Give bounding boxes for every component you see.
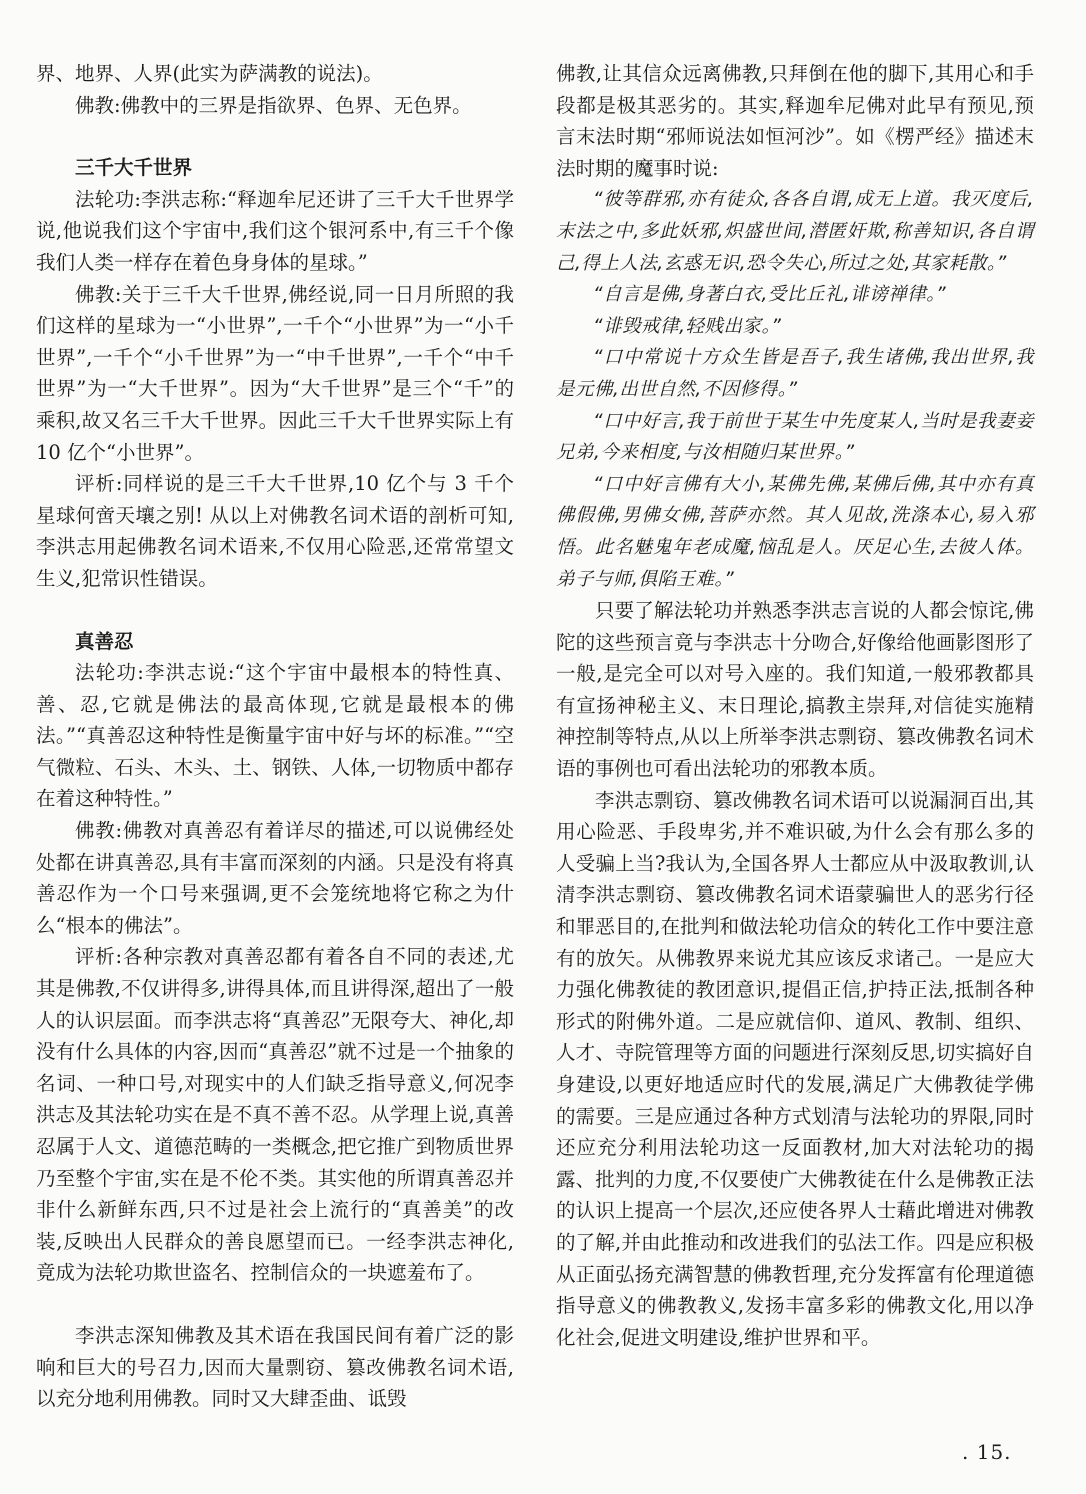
left-column <box>36 58 514 1415</box>
scripture-quote: “彼等群邪,亦有徒众,各各自谓,成无上道。我灭度后,末法之中,多此妖邪,炽盛世间,潜匿奸欺,称善知识,各自谓己,得上人法,玄惑无识,恐令失心,所过之处,其家耗散。” <box>556 189 1034 274</box>
paragraph: 界、地界、人界(此实为萨满教的说法)。 <box>36 62 383 85</box>
scripture-quote: “口中好言佛有大小,某佛先佛,某佛后佛,其中亦有真佛假佛,男佛女佛,菩萨亦然。其人见故,洗涤本心,易入邪悟。此名魅鬼年老成魔,恼乱是人。厌足心生,去彼人体。弟子与师,俱陷王难。” <box>556 473 1034 590</box>
section-heading-zhenshanren: 真善忍 <box>75 629 134 653</box>
scripture-quote: “诽毁戒律,轻贱出家。” <box>593 315 782 337</box>
paragraph: 只要了解法轮功并熟悉李洪志言说的人都会惊诧,佛陀的这些预言竟与李洪志十分吻合,好像给他画影图形了一般,是完全可以对号入座的。我们知道,一般邪教都具有宣扬神秘主义、末日理论,搞教主崇拜,对信徒实施精神控制等特点,从以上所举李洪志剽窃、篡改佛教名词术语的事例也可看出法轮功的邪教本质。 <box>556 599 1034 781</box>
paragraph: 法轮功:李洪志说:“这个宇宙中最根本的特性真、善、忍,它就是佛法的最高体现,它就是最根本的佛法。”“真善忍这种特性是衡量宇宙中好与坏的标准。”“空气微粒、石头、木头、土、钢铁、人体,一切物质中都存在着这种特性。” <box>36 661 514 811</box>
paragraph: 评析:同样说的是三千大千世界,10 亿个与 3 千个星球何啻天壤之别! 从以上对佛教名词术语的剖析可知,李洪志用起佛教名词术语来,不仅用心险恶,还常常望文生义,犯常识性错误。 <box>36 472 514 590</box>
paragraph: 佛教:关于三千大千世界,佛经说,同一日月所照的我们这样的星球为一“小世界”,一千个“小世界”为一“小千世界”,一千个“小千世界”为一“中千世界”,一千个“中千世界”为一“大千世界”。因为“大千世界”是三个“千”的乘积,故又名三千大千世界。因此三千大千世界实际上有 10 亿个“小世界”。 <box>36 282 514 464</box>
right-column <box>556 58 1034 1353</box>
section-heading-sanqian: 三千大千世界 <box>75 156 193 180</box>
paragraph: 法轮功:李洪志称:“释迦牟尼还讲了三千大千世界学说,他说我们这个宇宙中,我们这个银河系中,有三千个像我们人类一样存在着色身身体的星球。” <box>36 187 514 274</box>
paragraph: 佛教:佛教中的三界是指欲界、色界、无色界。 <box>75 93 472 117</box>
scripture-quote: “口中常说十方众生皆是吾子,我生诸佛,我出世界,我是元佛,出世自然,不因修得。” <box>556 347 1034 400</box>
page-number: . 15. <box>962 1440 1012 1464</box>
paragraph: 李洪志剽窃、篡改佛教名词术语可以说漏洞百出,其用心险恶、手段卑劣,并不难识破,为什么会有那么多的人受骗上当?我认为,全国各界人士都应从中汲取教训,认清李洪志剽窃、篡改佛教名词术语蒙骗世人的恶劣行径和罪恶目的,在批判和做法轮功信众的转化工作中要注意有的放矢。从佛教界来说尤其应该反求诸己。一是应大力强化佛教徒的教团意识,提倡正信,护持正法,抵制各种形式的附佛外道。二是应就信仰、道风、教制、组织、人才、寺院管理等方面的问题进行深刻反思,切实搞好自身建设,以更好地适应时代的发展,满足广大佛教徒学佛的需要。三是应通过各种方式划清与法轮功的界限,同时还应充分利用法轮功这一反面教材,加大对法轮功的揭露、批判的力度,不仅要使广大佛教徒在什么是佛教正法的认识上提高一个层次,还应使各界人士藉此增进对佛教的了解,并由此推动和改进我们的弘法工作。四是应积极从正面弘扬充满智慧的佛教哲理,充分发挥富有伦理道德指导意义的佛教教义,发扬丰富多彩的佛教文化,用以净化社会,促进文明建设,维护世界和平。 <box>556 788 1034 1349</box>
paragraph: 佛教:佛教对真善忍有着详尽的描述,可以说佛经处处都在讲真善忍,具有丰富而深刻的内涵。只是没有将真善忍作为一个口号来强调,更不会笼统地将它称之为什么“根本的佛法”。 <box>36 819 514 937</box>
paragraph: 李洪志深知佛教及其术语在我国民间有着广泛的影响和巨大的号召力,因而大量剽窃、篡改佛教名词术语,以充分地利用佛教。同时又大肆歪曲、诋毁 <box>36 1323 514 1411</box>
scripture-quote: “口中好言,我于前世于某生中先度某人,当时是我妻妾兄弟,今来相度,与汝相随归某世界。” <box>556 410 1034 464</box>
paragraph: 佛教,让其信众远离佛教,只拜倒在他的脚下,其用心和手段都是极其恶劣的。其实,释迦牟尼佛对此早有预见,预言末法时期“邪师说法如恒河沙”。如《楞严经》描述末法时期的魔事时说: <box>556 62 1034 180</box>
paragraph: 评析:各种宗教对真善忍都有着各自不同的表述,尤其是佛教,不仅讲得多,讲得具体,而且讲得深,超出了一般人的认识层面。而李洪志将“真善忍”无限夸大、神化,却没有什么具体的内容,因而“真善忍”就不过是一个抽象的名词、一种口号,对现实中的人们缺乏指导意义,何况李洪志及其法轮功实在是不真不善不忍。从学理上说,真善忍属于人文、道德范畴的一类概念,把它推广到物质世界乃至整个宇宙,实在是不伦不类。其实他的所谓真善忍并非什么新鲜东西,只不过是社会上流行的“真善美”的改装,反映出人民群众的善良愿望而已。一经李洪志神化,竟成为法轮功欺世盗名、控制信众的一块遮羞布了。 <box>36 945 514 1285</box>
scripture-quote: “自言是佛,身著白衣,受比丘礼,诽谤禅律。” <box>593 284 947 306</box>
